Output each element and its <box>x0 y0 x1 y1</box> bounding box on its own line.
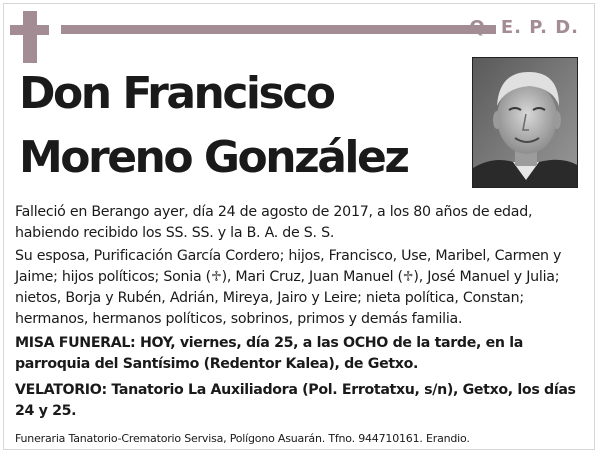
header-rule <box>61 25 496 34</box>
deceased-name-line-1: Don Francisco <box>19 68 334 119</box>
cross-icon <box>23 11 37 63</box>
funeral-mass-info: MISA FUNERAL: HOY, viernes, día 25, a las OCHO de la tarde, en la parroquia del Santísimo (Redentor Kalea), de Getxo. <box>15 335 523 372</box>
deceased-name-line-2: Moreno González <box>19 132 408 183</box>
death-announcement: Falleció en Berango ayer, día 24 de agosto de 2017, a los 80 años de edad, habiendo recibido los SS. SS. y la B. A. de S. S. <box>15 204 533 241</box>
family-members: Su esposa, Purificación García Cordero; hijos, Francisco, Use, Maribel, Carmen y Jaime; hijos políticos; Sonia (♱), Mari Cruz, Juan Manuel (♱), José Manuel y Julia; nietos, Borja y Rubén, Adrián, Mireya, Jairo y Leire; nieta política, Constan; hermanos, hermanos políticos, sobrinos, primos y demás familia. <box>15 248 562 327</box>
funeral-home-footer: Funeraria Tanatorio-Crematorio Servisa, Polígono Asuarán. Tfno. 944710161. Erandio. <box>15 432 470 445</box>
header-title: Q. E. P. D. <box>469 17 579 38</box>
portrait-photo <box>472 57 578 188</box>
cross-icon-bar <box>10 25 49 35</box>
wake-info: VELATORIO: Tanatorio La Auxiliadora (Pol. Errotatxu, s/n), Getxo, los días 24 y 25. <box>15 382 576 419</box>
